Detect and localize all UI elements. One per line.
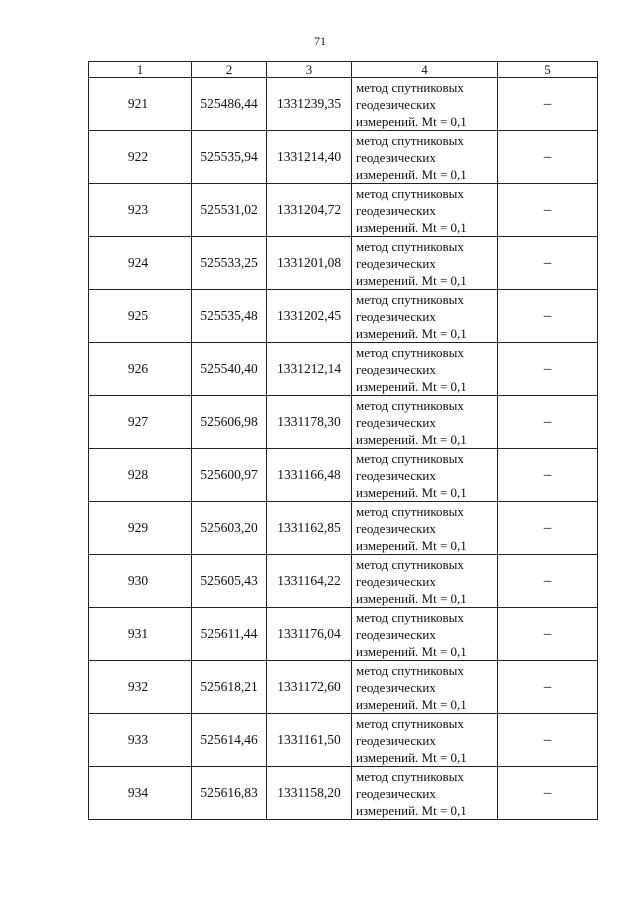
note-cell: – <box>498 608 598 661</box>
method-line: геодезических <box>356 361 436 377</box>
y-coordinate-cell: 1331178,30 <box>267 396 352 449</box>
table-row <box>89 714 598 767</box>
y-coordinate-cell: 1331214,40 <box>267 131 352 184</box>
note-cell: – <box>498 184 598 237</box>
note-cell: – <box>498 714 598 767</box>
method-cell <box>352 714 498 767</box>
x-coordinate-cell: 525540,40 <box>192 343 267 396</box>
point-number-cell: 930 <box>89 555 192 608</box>
method-line: геодезических <box>356 626 436 642</box>
point-number-cell: 932 <box>89 661 192 714</box>
method-line: измерений. Mt = 0,1 <box>356 484 467 500</box>
method-line: метод спутниковых <box>356 291 464 307</box>
method-line: геодезических <box>356 149 436 165</box>
method-cell <box>352 290 498 343</box>
method-cell <box>352 555 498 608</box>
x-coordinate-cell: 525600,97 <box>192 449 267 502</box>
method-line: геодезических <box>356 785 436 801</box>
x-coordinate-cell: 525533,25 <box>192 237 267 290</box>
method-cell <box>352 131 498 184</box>
table-row <box>89 767 598 820</box>
method-cell <box>352 608 498 661</box>
method-line: измерений. Mt = 0,1 <box>356 378 467 394</box>
method-line: измерений. Mt = 0,1 <box>356 643 467 659</box>
x-coordinate-cell: 525605,43 <box>192 555 267 608</box>
point-number-cell: 927 <box>89 396 192 449</box>
note-cell: – <box>498 502 598 555</box>
point-number-cell: 924 <box>89 237 192 290</box>
table-row <box>89 343 598 396</box>
method-line: измерений. Mt = 0,1 <box>356 431 467 447</box>
method-line: метод спутниковых <box>356 556 464 572</box>
y-coordinate-cell: 1331158,20 <box>267 767 352 820</box>
note-cell: – <box>498 78 598 131</box>
method-cell <box>352 78 498 131</box>
y-coordinate-cell: 1331161,50 <box>267 714 352 767</box>
note-cell: – <box>498 555 598 608</box>
x-coordinate-cell: 525531,02 <box>192 184 267 237</box>
x-coordinate-cell: 525616,83 <box>192 767 267 820</box>
method-cell <box>352 502 498 555</box>
method-line: метод спутниковых <box>356 344 464 360</box>
method-line: измерений. Mt = 0,1 <box>356 696 467 712</box>
point-number-cell: 921 <box>89 78 192 131</box>
method-line: измерений. Mt = 0,1 <box>356 272 467 288</box>
point-number-cell: 926 <box>89 343 192 396</box>
method-line: метод спутниковых <box>356 238 464 254</box>
table-body <box>89 78 598 820</box>
method-line: измерений. Mt = 0,1 <box>356 219 467 235</box>
y-coordinate-cell: 1331176,04 <box>267 608 352 661</box>
table-row <box>89 290 598 343</box>
method-line: геодезических <box>356 520 436 536</box>
table-row <box>89 237 598 290</box>
method-line: метод спутниковых <box>356 715 464 731</box>
x-coordinate-cell: 525603,20 <box>192 502 267 555</box>
method-line: измерений. Mt = 0,1 <box>356 325 467 341</box>
note-cell: – <box>498 131 598 184</box>
y-coordinate-cell: 1331212,14 <box>267 343 352 396</box>
y-coordinate-cell: 1331202,45 <box>267 290 352 343</box>
point-number-cell: 931 <box>89 608 192 661</box>
method-line: метод спутниковых <box>356 132 464 148</box>
method-line: измерений. Mt = 0,1 <box>356 166 467 182</box>
point-number-cell: 933 <box>89 714 192 767</box>
y-coordinate-cell: 1331172,60 <box>267 661 352 714</box>
note-cell: – <box>498 449 598 502</box>
method-line: геодезических <box>356 573 436 589</box>
column-header-5: 5 <box>498 62 598 78</box>
method-line: измерений. Mt = 0,1 <box>356 537 467 553</box>
x-coordinate-cell: 525535,94 <box>192 131 267 184</box>
method-cell <box>352 661 498 714</box>
page-number: 71 <box>314 34 326 48</box>
note-cell: – <box>498 661 598 714</box>
table-row <box>89 78 598 131</box>
note-cell: – <box>498 290 598 343</box>
method-line: метод спутниковых <box>356 768 464 784</box>
method-line: метод спутниковых <box>356 185 464 201</box>
method-line: метод спутниковых <box>356 503 464 519</box>
method-line: метод спутниковых <box>356 397 464 413</box>
y-coordinate-cell: 1331164,22 <box>267 555 352 608</box>
method-line: метод спутниковых <box>356 609 464 625</box>
method-line: метод спутниковых <box>356 662 464 678</box>
x-coordinate-cell: 525614,46 <box>192 714 267 767</box>
method-line: измерений. Mt = 0,1 <box>356 113 467 129</box>
table-row <box>89 608 598 661</box>
x-coordinate-cell: 525535,48 <box>192 290 267 343</box>
table-row <box>89 661 598 714</box>
point-number-cell: 923 <box>89 184 192 237</box>
method-line: геодезических <box>356 467 436 483</box>
table-row <box>89 131 598 184</box>
point-number-cell: 929 <box>89 502 192 555</box>
note-cell: – <box>498 237 598 290</box>
y-coordinate-cell: 1331239,35 <box>267 78 352 131</box>
method-line: геодезических <box>356 414 436 430</box>
method-line: геодезических <box>356 732 436 748</box>
point-number-cell: 925 <box>89 290 192 343</box>
column-header-1: 1 <box>89 62 192 78</box>
table-row <box>89 502 598 555</box>
method-line: геодезических <box>356 255 436 271</box>
method-line: метод спутниковых <box>356 450 464 466</box>
x-coordinate-cell: 525611,44 <box>192 608 267 661</box>
table-row <box>89 184 598 237</box>
method-line: геодезических <box>356 96 436 112</box>
method-line: геодезических <box>356 202 436 218</box>
method-cell <box>352 184 498 237</box>
method-cell <box>352 449 498 502</box>
note-cell: – <box>498 343 598 396</box>
method-line: геодезических <box>356 679 436 695</box>
table-row <box>89 555 598 608</box>
y-coordinate-cell: 1331204,72 <box>267 184 352 237</box>
column-header-4: 4 <box>352 62 498 78</box>
note-cell: – <box>498 767 598 820</box>
method-cell <box>352 343 498 396</box>
method-line: геодезических <box>356 308 436 324</box>
coordinates-table <box>88 61 598 820</box>
x-coordinate-cell: 525486,44 <box>192 78 267 131</box>
method-cell <box>352 237 498 290</box>
table-row <box>89 449 598 502</box>
method-cell <box>352 767 498 820</box>
method-cell <box>352 396 498 449</box>
y-coordinate-cell: 1331201,08 <box>267 237 352 290</box>
y-coordinate-cell: 1331162,85 <box>267 502 352 555</box>
y-coordinate-cell: 1331166,48 <box>267 449 352 502</box>
table-header-row <box>89 62 598 78</box>
point-number-cell: 934 <box>89 767 192 820</box>
column-header-2: 2 <box>192 62 267 78</box>
column-header-3: 3 <box>267 62 352 78</box>
x-coordinate-cell: 525606,98 <box>192 396 267 449</box>
table-row <box>89 396 598 449</box>
method-line: измерений. Mt = 0,1 <box>356 590 467 606</box>
method-line: метод спутниковых <box>356 79 464 95</box>
point-number-cell: 922 <box>89 131 192 184</box>
note-cell: – <box>498 396 598 449</box>
method-line: измерений. Mt = 0,1 <box>356 802 467 818</box>
point-number-cell: 928 <box>89 449 192 502</box>
x-coordinate-cell: 525618,21 <box>192 661 267 714</box>
method-line: измерений. Mt = 0,1 <box>356 749 467 765</box>
